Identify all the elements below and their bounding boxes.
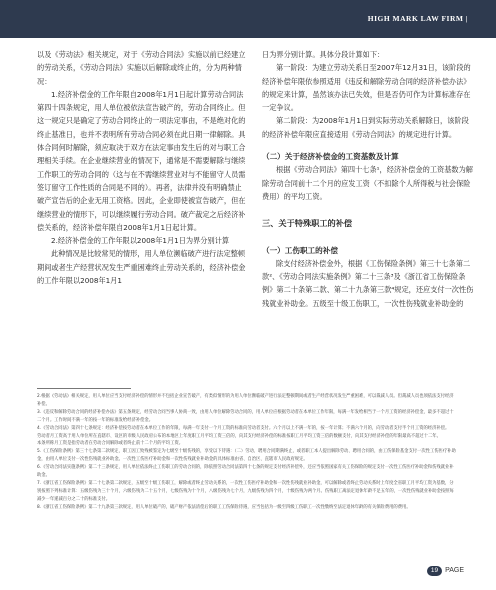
page-number: 19: [427, 566, 442, 576]
subheading: （一）工伤职工的补偿: [262, 245, 338, 255]
paragraph: 日为界分别计算。具体分段计算如下：: [262, 50, 385, 59]
footnote: 7.《浙江省工伤保险条例》第二十七条第二款规定，五级至十级工伤职工，解除或者终止劳动关系的，一次性工伤医疗补助金和一次性伤残就业补助金，可以解除或者终止劳动关系时上年度全省职工月平均工资为基数，分别按照下列标准计算：五级伤残为三十个月，六级伤残为二十五个月，七级伤残为十个月，八级伤残为七个月，九级伤残为四个月，十级伤残为两个月。伤残职工离法定退休年龄不足五年的，一次性伤残就业补助金按照每减少一年递减百分之二十的标准支付。: [37, 480, 454, 502]
paragraph: 第二阶段：为2008年1月1日到实际劳动关系解除日，该阶段的经济补偿年限应直接适用《劳动合同法》的规定进行计算。: [262, 116, 469, 139]
subheading: （二）关于经济补偿金的工资基数及计算: [262, 152, 399, 162]
brand-label: HIGH MARK LAW FIRM |: [367, 14, 468, 23]
footnote: 本条所称月工资是指劳动者在劳动合同解除或者终止前十二个月的平均工资。: [37, 441, 184, 447]
paragraph: 除支付经济补偿金外，根据《工伤保险条例》第三十七条第二款²、《劳动合同法实施条例》第二十三条³及《浙江省工伤保险条例》第二十条第二款、第二十九条第三款⁴规定，还应支付一次性伤残就业补助金。五级至十级工伤职工，一次性伤残就业补助金的: [262, 258, 474, 308]
page-label: PAGE: [445, 567, 464, 574]
paragraph: 2.经济补偿金的工作年限以2008年1月1日为界分别计算: [51, 236, 230, 246]
footnote: 6.《劳动合同法实施条例》第二十三条规定，用人单位依法终止工伤职工的劳动合同的，除依照劳动合同法第四十七条的规定支付经济补偿外，还应当依照国家有关工伤保险的规定支付一次性工伤医疗补助金和伤残就业补助金。: [37, 465, 454, 479]
footnote: 5.《工伤保险条例》第三十七条第二款规定，职工因工致残被鉴定为七级至十级伤残的，享受以下待遇：（二）劳动、聘用合同期满终止，或者职工本人提出解除劳动、聘用合同的，由工伤保险基金支付一次性工伤医疗补助金，由用人单位支付一次性伤残就业补助金。一次性工伤医疗补助金和一次性伤残就业补助金的具体标准由省、自治区、直辖市人民政府规定。: [37, 449, 456, 463]
header-bar: [0, 0, 496, 38]
left-column: [37, 48, 249, 287]
footnote: 4.《劳动合同法》第四十七条规定：经济补偿按劳动者在本单位工作的年限，每满一年支付一个月工资的标准向劳动者支付。六个月以上不满一年的，按一年计算；不满六个月的，向劳动者支付半个月工资的经济补偿。: [37, 425, 450, 431]
paragraph: 以及《劳动法》相关规定，对于《劳动合同法》实施以前已经建立的劳动关系，《劳动合同法》实施以后解除或终止的，分为两种情况：: [37, 50, 246, 86]
footnotes: [37, 393, 457, 512]
page-footer: [427, 566, 464, 576]
right-column: [262, 48, 474, 310]
paragraph: 第一阶段：为建立劳动关系日至2007年12月31日，该阶段的经济补偿年限依参照适用《违反和解除劳动合同的经济补偿办法》的规定来计算，虽然该办法已失效，但是否仍可作为计算标准存在一定争议。: [262, 63, 471, 113]
footnote: 8.《浙江省工伤保险条例》第二十九条第三款规定，用人单位破产的，破产财产依法清偿后的职工工伤保险待遇，应当包括为一级至四级工伤职工一次性缴纳至法定退休年龄的有关保险费用的费用。: [37, 504, 411, 510]
paragraph: 此种情况是比较常见的情形，用人单位濒临破产进行法定整顿期间或者生产经营状况发生严重困难终止劳动关系的，经济补偿金的工作年限以2008年1月1: [37, 249, 246, 286]
paragraph: 1.经济补偿金的工作年限自2008年1月1日起计算劳动合同法第四十四条规定，用人单位被依法宣告破产的，劳动合同终止。但这一规定只是确定了劳动合同终止的一项法定事由，不是绝对化的终止基准日，也并不表明所有劳动合同必须在此日期一律解除。具体合同何时解除，须应取决于双方在法定事由发生后的对与职工合理相关手续。在企业继续营业的情况下，通常是不需要解除与继续工作职工的劳动合同的（这与在不需继续营业对与不能留守人员需签订留守工作性质的合同是不同的）。再者，法律并没有明确禁止破产宣告后的企业无用工资格。因此，企业即使被宣告破产，但在继续营业的情形下，可以继续履行劳动合同。破产裁定之后经济补偿关系的，经济补偿年限自2008年1月1日起计算。: [37, 89, 246, 232]
section-heading: 三、关于特殊职工的补偿: [262, 218, 353, 229]
footnote: 3.《违反和解除劳动合同的经济补偿办法》第五条规定，经劳动合同当事人协商一致，由用人单位解除劳动合同的，用人单位应根据劳动者在本单位工作年限，每满一年发给相当于一个月工资的经济补偿金，最多不超过十二个月。工作时间不满一年的按一年的标准发给经济补偿金。: [37, 409, 454, 423]
footnote: 2.根据《劳动法》相关规定，用人单位应当支付经济补偿的情形并不包括企业宣告破产，有类似情形的为用人单位濒临破产进行法定整顿期间或者生产经营状况发生严重困难，可以裁减人员。但裁减人员也须依法支付经济补偿。: [37, 394, 454, 407]
footnote: 劳动者月工资高于用人单位所在直辖市、设区的市级人民政府公布的本地区上年度职工月平均工资三倍的，向其支付经济补偿的标准按职工月平均工资三倍的数额支付，向其支付经济补偿的年限最高不超过十二年。: [37, 433, 441, 439]
footnote-separator: [37, 388, 131, 389]
paragraph: 根据《劳动合同法》第四十七条¹，经济补偿金的工资基数为解除劳动合同前十二个月的应发工资（不扣除个人所得税与社会保险费用）的平均工资。: [262, 165, 473, 201]
